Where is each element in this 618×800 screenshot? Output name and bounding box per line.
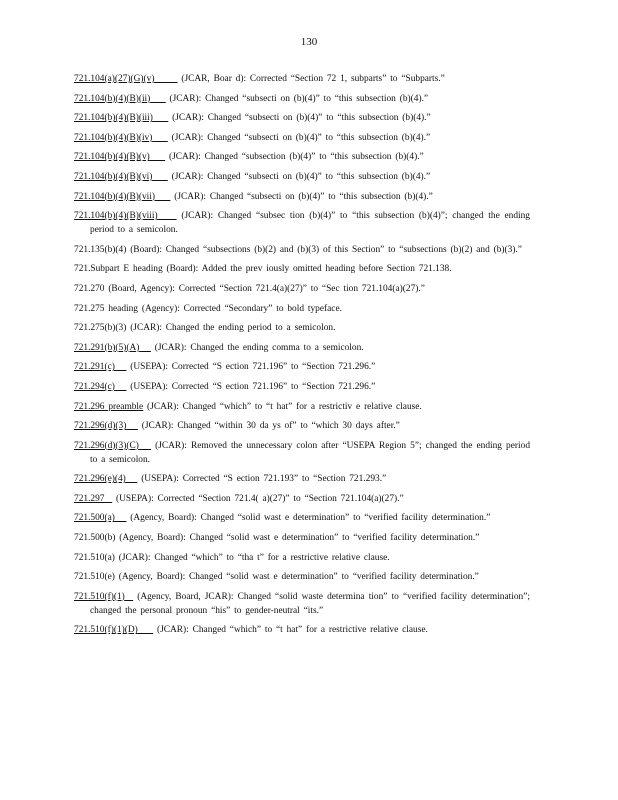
amendment-entry — [74, 439, 530, 467]
amendment-entry — [74, 570, 530, 584]
change-description: (JCAR): Changed “subsecti on (b)(4)” to “this subsection (b)(4).” — [167, 171, 431, 182]
citation-underline-pad — [115, 382, 127, 392]
section-citation: 721.275 — [74, 303, 105, 314]
amendment-entry — [74, 190, 530, 204]
change-description: (JCAR): Changed “subsec tion (b)(4)” to “this subsection (b)(4)”; changed the ending period to a semicolon. — [90, 211, 530, 236]
amendment-entry — [74, 131, 530, 145]
change-description: (Agency, Board): Changed “solid wast e determination” to “verified facility determination.” — [126, 513, 491, 524]
change-description: (USEPA): Corrected “S ection 721.196” to “Section 721.296.” — [126, 381, 376, 392]
change-description: (JCAR, Boar d): Corrected “Section 72 1, subparts” to “Subparts.” — [177, 74, 445, 84]
change-description: (JCAR): Changed “subsecti on (b)(4)” to “this subsection (b)(4).” — [165, 93, 429, 104]
change-description: (Agency, Board): Changed “solid wast e determination” to “verified facility determination.” — [115, 533, 480, 544]
section-citation: 721.291(b)(5)(A) — [74, 342, 140, 353]
change-description: (Agency, Board): Changed “solid wast e determination” to “verified facility determination.” — [114, 572, 479, 583]
section-citation: 721.104(b)(4)(B)(vi) — [74, 171, 153, 182]
change-description: (USEPA): Corrected “S ection 721.196” to “Section 721.296.” — [126, 362, 376, 373]
amendment-entry — [74, 380, 530, 394]
change-description: (JCAR): Changed “subsecti on (b)(4)” to “this subsection (b)(4).” — [168, 113, 431, 124]
change-description: (Agency, Board, JCAR): Changed “solid waste determina tion” to “verified facility determination”; changed the personal pronoun “his” to gender-neutral “its.” — [90, 591, 531, 616]
change-description: (JCAR): Changed “which” to “t hat” for a restrictiv e relative clause. — [143, 401, 422, 412]
citation-underline-pad — [155, 192, 170, 202]
change-description: (JCAR): Changed “which” to “t hat” for a restrictive relative clause. — [153, 625, 428, 636]
section-citation: 721.104(b)(4)(B)(iii) — [74, 113, 153, 124]
change-description: heading (Agency): Corrected “Secondary” to bold typeface. — [104, 303, 342, 314]
section-citation: 721.104(a)(27)(G)(v) — [74, 74, 155, 84]
citation-underline-pad — [115, 362, 127, 372]
amendment-entry — [74, 472, 530, 486]
citation-underline-pad — [104, 494, 112, 504]
section-citation: 721.296(e)(4) — [74, 474, 126, 485]
citation-underline-pad — [138, 625, 153, 635]
section-citation: 721.275(b)(3) — [74, 323, 127, 334]
change-description: (JCAR): Changed “subsecti on (b)(4)” to “this subsection (b)(4).” — [167, 132, 431, 143]
amendment-entry — [74, 590, 530, 618]
citation-underline-pad — [152, 133, 167, 143]
change-description: (Board): Changed “subsections (b)(2) and (b)(3) of this Section” to “subsections (b)(2) and (b)(3).” — [126, 244, 522, 255]
citation-underline-pad — [158, 211, 177, 221]
page-number: 130 — [300, 36, 318, 48]
amendment-entry — [74, 302, 530, 316]
section-citation: 721.104(b)(4)(B)(viii) — [74, 211, 158, 222]
section-citation: 721.510(e) — [74, 572, 115, 583]
section-citation: 721.291(c) — [74, 362, 115, 373]
section-citation: 721.500(a) — [74, 513, 115, 524]
change-description: (JCAR): Changed “subsection (b)(4)” to “this subsection (b)(4).” — [165, 152, 424, 163]
amendment-entry — [74, 419, 530, 433]
citation-underline-pad — [125, 592, 133, 602]
amendment-entry — [74, 170, 530, 184]
citation-underline-pad — [150, 94, 165, 104]
citation-underline-pad — [154, 74, 177, 84]
section-citation: 721.135(b)(4) — [74, 244, 127, 255]
section-citation: 721.104(b)(4)(B)(ii) — [74, 93, 151, 104]
section-citation: 721.510(f)(1) — [74, 591, 125, 602]
citation-underline-pad — [139, 343, 151, 353]
section-citation: 721.510(a) — [74, 552, 115, 563]
change-description: (JCAR): Changed the ending comma to a semicolon. — [150, 342, 364, 353]
amendment-entry — [74, 321, 530, 335]
amendment-entry — [74, 111, 530, 125]
citation-underline-pad — [126, 421, 138, 431]
amendment-entry — [74, 72, 530, 86]
change-description: E heading (Board): Added the prev iously omitted heading before Section 721.138. — [119, 264, 452, 275]
change-description: (USEPA): Corrected “Section 721.4( a)(27)” to “Section 721.104(a)(27).” — [112, 493, 404, 504]
change-description: (JCAR): Removed the unnecessary colon after “USEPA Region 5”; changed the ending period to a semicolon. — [90, 440, 531, 465]
citation-underline-pad — [153, 113, 168, 123]
section-citation: 721.294(c) — [74, 381, 115, 392]
amendment-entry — [74, 623, 530, 637]
section-citation: 721.296(d)(3)(C) — [74, 440, 139, 451]
citation-underline-pad — [126, 474, 138, 484]
change-description: (JCAR): Changed “within 30 da ys of” to “which 30 days after.” — [137, 421, 400, 432]
amendment-entry — [74, 360, 530, 374]
section-citation: 721.104(b)(4)(B)(v) — [74, 152, 150, 163]
amendment-entry — [74, 92, 530, 106]
change-description: (USEPA): Corrected “S ection 721.193” to “Section 721.293.” — [137, 474, 387, 485]
amendment-entry — [74, 209, 530, 237]
amendment-entry — [74, 243, 530, 257]
citation-underline-pad — [150, 152, 165, 162]
amendment-entry — [74, 492, 530, 506]
amendment-list — [74, 72, 530, 643]
amendment-entry — [74, 282, 530, 296]
amendment-entry — [74, 551, 530, 565]
section-citation: 721.500(b) — [74, 533, 116, 544]
citation-underline-pad — [139, 441, 151, 451]
change-description: (JCAR): Changed the ending period to a semicolon. — [126, 323, 336, 334]
change-description: (Board, Agency): Corrected “Section 721.4(a)(27)” to “Sec tion 721.104(a)(27).” — [104, 283, 425, 294]
section-citation: 721.297 — [74, 493, 105, 504]
section-citation: 721.104(b)(4)(B)(vii) — [74, 191, 155, 202]
section-citation: 721.296 preamble — [74, 401, 144, 412]
section-citation: 721.270 — [74, 283, 105, 294]
amendment-entry — [74, 511, 530, 525]
amendment-entry — [74, 262, 530, 276]
citation-underline-pad — [152, 172, 167, 182]
section-citation: 721.296(d)(3) — [74, 421, 127, 432]
change-description: (JCAR): Changed “which” to “tha t” for a restrictive relative clause. — [114, 552, 390, 563]
amendment-entry — [74, 400, 530, 414]
amendment-entry — [74, 150, 530, 164]
section-citation: 721.104(b)(4)(B)(iv) — [74, 132, 153, 143]
amendment-entry — [74, 531, 530, 545]
change-description: (JCAR): Changed “subsecti on (b)(4)” to “this subsection (b)(4).” — [170, 191, 433, 202]
amendment-entry — [74, 341, 530, 355]
section-citation: 721.Subpart — [74, 264, 120, 275]
section-citation: 721.510(f)(1)(D) — [74, 625, 138, 636]
citation-underline-pad — [115, 513, 127, 523]
